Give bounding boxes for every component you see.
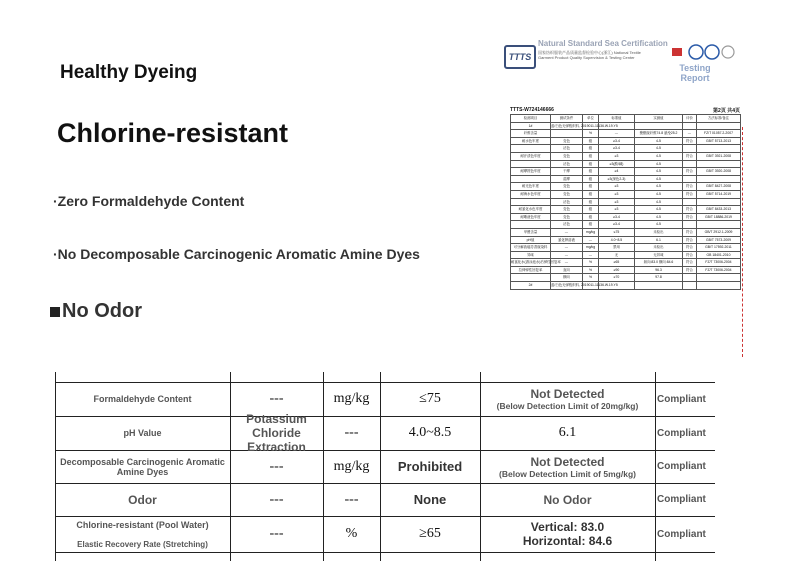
row-item xyxy=(57,382,228,416)
mini-cell: ≥70 xyxy=(599,274,635,282)
row-unit xyxy=(323,382,380,416)
mini-cell xyxy=(511,160,551,168)
mini-cell: 蓝/白色无弹梭织料, 2019011-11136.W.19.Y5 xyxy=(551,282,583,290)
mini-cell: 聚酰胺纤维74.8 氨纶25.2 xyxy=(635,130,683,138)
row-evaluation xyxy=(657,516,757,552)
row-result xyxy=(480,483,655,516)
mini-row xyxy=(511,282,741,290)
mini-cell xyxy=(511,198,551,206)
mini-cell: 符合 xyxy=(683,228,697,236)
result-main: No Odor xyxy=(543,492,592,507)
row-item xyxy=(57,483,228,516)
mini-cell: 符合 xyxy=(683,236,697,244)
logo-title: Natural Standard Sea Certification xyxy=(538,39,668,48)
mini-cell xyxy=(697,282,741,290)
row-standard xyxy=(380,416,480,450)
mini-cell: ≥3-4 xyxy=(599,137,635,145)
mini-row xyxy=(511,266,741,274)
mini-cell: GB/T 17592-2011 xyxy=(697,244,741,252)
mini-cell: 1# xyxy=(511,122,551,130)
mini-cell: --- xyxy=(583,236,599,244)
mini-cell: 实测值 xyxy=(635,115,683,123)
mini-cell: 级 xyxy=(583,168,599,176)
test-report-thumbnail xyxy=(510,107,740,365)
mini-cell: 4-5 xyxy=(635,198,683,206)
mini-cell: --- xyxy=(551,228,583,236)
mini-cell: 2# xyxy=(511,282,551,290)
mini-cell: 4-5 xyxy=(635,168,683,176)
condition-value: --- xyxy=(269,391,284,406)
mini-report-header xyxy=(510,107,740,114)
mini-cell: 符合 xyxy=(683,244,697,252)
mini-row xyxy=(511,183,741,191)
mini-cell: 耐光色牢度 xyxy=(511,183,551,191)
mini-cell: 湿摩 xyxy=(551,175,583,183)
mini-cell xyxy=(697,198,741,206)
row-standard xyxy=(380,450,480,483)
item-label: Decomposable Carcinogenic Aromatic Amine Dyes xyxy=(60,456,225,477)
mini-cell: FZ/T 73006-2004 xyxy=(697,259,741,267)
mini-cell: 级 xyxy=(583,183,599,191)
mini-cell xyxy=(683,122,697,130)
standard-value: 4.0~8.5 xyxy=(408,425,452,440)
row-item xyxy=(57,450,228,483)
mini-cell: FZ/T 73006-2004 xyxy=(697,266,741,274)
mini-cell xyxy=(551,130,583,138)
mini-cell: 符合 xyxy=(683,259,697,267)
row-condition xyxy=(232,450,321,483)
bullet-zero-formaldehyde: ·Zero Formaldehyde Content xyxy=(53,193,245,209)
table-column-divider xyxy=(55,372,56,561)
condition-value: --- xyxy=(269,458,284,474)
mini-cell: 级 xyxy=(583,198,599,206)
result-main: Not Detected xyxy=(530,387,605,401)
mini-cell: GB/T 3920-2008 xyxy=(697,168,741,176)
table-column-divider xyxy=(655,372,656,561)
mini-cell: 耐氯化水(游泳池水)后弹性回复率 xyxy=(511,259,551,267)
mini-cell xyxy=(683,175,697,183)
mini-cell: 单位 xyxy=(583,115,599,123)
mini-cell: 耐摩擦色牢度 xyxy=(511,168,551,176)
row-unit xyxy=(323,516,380,552)
mini-cell: 96.3 xyxy=(635,266,683,274)
mini-cell: 纵向:83.0 横向:84.6 xyxy=(635,259,683,267)
item-label: Chlorine-resistant (Pool Water) xyxy=(76,519,209,530)
mini-cell: 沾色 xyxy=(551,198,583,206)
logo-subtitle: 国家纺织服装产品质量监督检验中心(浙江) National Textile Garment Product Quality Supervision & Testing Center xyxy=(538,50,641,60)
mini-cell: 无 xyxy=(599,251,635,259)
mini-row xyxy=(511,221,741,229)
row-result xyxy=(480,450,655,483)
bullet-no-amine-dyes: ·No Decomposable Carcinogenic Aromatic Amine Dyes xyxy=(53,246,420,262)
mini-cell: % xyxy=(583,266,599,274)
result-sub: Horizontal: 84.6 xyxy=(522,534,613,548)
mini-cell xyxy=(697,145,741,153)
mini-cell: ≥3 xyxy=(599,152,635,160)
mini-cell: FZ/T 01057.2-2007 xyxy=(697,130,741,138)
mini-cell: 干摩 xyxy=(551,168,583,176)
mini-cell: 符合 xyxy=(683,168,697,176)
mini-cell: 符合 xyxy=(683,152,697,160)
item-label: pH Value xyxy=(123,428,162,438)
mini-row xyxy=(511,137,741,145)
mini-cell xyxy=(697,160,741,168)
mini-cell: % xyxy=(583,259,599,267)
mini-cell xyxy=(683,221,697,229)
evaluation-value: Compliant xyxy=(657,461,706,472)
result-main: Not Detected xyxy=(530,454,605,469)
bullet-no-odor xyxy=(50,300,142,323)
mini-cell: 可分解致癌芳香胺染料 xyxy=(511,244,551,252)
mini-cell: GB/T 3921-2008 xyxy=(697,152,741,160)
mini-cell: 方法标准/备注 xyxy=(697,115,741,123)
mini-cell: ≥4 xyxy=(599,168,635,176)
certification-marks-icon xyxy=(670,42,750,60)
mini-cell: 6.1 xyxy=(635,236,683,244)
mini-cell: 级 xyxy=(583,175,599,183)
result-sub: (Below Detection Limit of 20mg/kg) xyxy=(496,401,639,411)
mini-cell: --- xyxy=(551,244,583,252)
report-page: 第2页 共4页 xyxy=(713,108,740,114)
mini-cell xyxy=(697,122,741,130)
mini-cell: 4-5 xyxy=(635,160,683,168)
mini-cell: 沾色 xyxy=(551,160,583,168)
mini-cell: GB/T 2912.1-2009 xyxy=(697,228,741,236)
mini-cell: 级 xyxy=(583,152,599,160)
mini-cell: GB/T 5714-2019 xyxy=(697,190,741,198)
evaluation-value: Compliant xyxy=(657,393,706,405)
mini-cell: 耐氯化水色牢度 xyxy=(511,206,551,214)
mini-cell: --- xyxy=(683,130,697,138)
mini-row xyxy=(511,236,741,244)
row-item xyxy=(57,416,228,450)
mini-cell: 4.0~8.5 xyxy=(599,236,635,244)
mini-cell xyxy=(683,160,697,168)
testing-report-label: Testing Report xyxy=(679,63,711,83)
mini-cell: --- xyxy=(583,251,599,259)
mini-cell: 4-5 xyxy=(635,145,683,153)
mini-cell: --- xyxy=(551,259,583,267)
mini-cell: ≥3(酸/碱) xyxy=(599,160,635,168)
mini-cell: 耐海水色牢度 xyxy=(511,190,551,198)
heading-healthy-dyeing: Healthy Dyeing xyxy=(60,62,198,83)
mini-row xyxy=(511,198,741,206)
standard-value: ≤75 xyxy=(419,391,441,406)
row-result xyxy=(480,416,655,450)
mini-cell: 禁用 xyxy=(599,244,635,252)
mini-cell: ≥3(深色2-3) xyxy=(599,175,635,183)
row-result xyxy=(480,516,655,552)
mini-cell xyxy=(697,221,741,229)
square-bullet-icon xyxy=(50,307,60,317)
ttts-logo: TTTS xyxy=(504,45,536,69)
mini-cell: 4-5 xyxy=(635,206,683,214)
mini-row xyxy=(511,122,741,130)
mini-cell: 变色 xyxy=(551,137,583,145)
mini-row xyxy=(511,213,741,221)
mini-cell: 4-5 xyxy=(635,221,683,229)
mini-cell: ≥3-4 xyxy=(599,221,635,229)
result-main: Vertical: 83.0 xyxy=(530,520,605,534)
result-sub: (Below Detection Limit of 5mg/kg) xyxy=(499,468,636,479)
mini-cell: ≥3 xyxy=(599,206,635,214)
mini-cell: 符合 xyxy=(683,251,697,259)
mini-row xyxy=(511,228,741,236)
mini-cell xyxy=(511,175,551,183)
mini-cell: mg/kg xyxy=(583,228,599,236)
mini-cell: 级 xyxy=(583,213,599,221)
mini-cell: 级 xyxy=(583,160,599,168)
item-sublabel: Elastic Recovery Rate (Stretching) xyxy=(77,539,208,549)
mini-cell xyxy=(697,175,741,183)
mini-cell xyxy=(683,274,697,282)
row-condition xyxy=(232,382,321,416)
mini-cell: ≥3 xyxy=(599,183,635,191)
mini-row xyxy=(511,168,741,176)
mini-cell xyxy=(683,282,697,290)
unit-value: --- xyxy=(344,425,359,440)
unit-value: mg/kg xyxy=(333,391,370,406)
mini-cell: % xyxy=(583,274,599,282)
mini-cell: 级 xyxy=(583,137,599,145)
mini-cell: 符合 xyxy=(683,206,697,214)
mini-cell: 氯化钾溶液 xyxy=(551,236,583,244)
mini-cell: 4-5 xyxy=(635,175,683,183)
mini-row xyxy=(511,152,741,160)
mini-cell: 变色 xyxy=(551,213,583,221)
heading-chlorine-resistant: Chlorine-resistant xyxy=(57,118,289,148)
mini-cell: mg/kg xyxy=(583,244,599,252)
mini-cell: 符合 xyxy=(683,213,697,221)
mini-row xyxy=(511,251,741,259)
mini-cell xyxy=(683,145,697,153)
mini-cell: 级 xyxy=(583,221,599,229)
mini-cell: 横向 xyxy=(551,274,583,282)
mini-cell: 符合 xyxy=(683,183,697,191)
mini-cell: 耐水色牢度 xyxy=(511,137,551,145)
mini-cell: GB/T 7573-2009 xyxy=(697,236,741,244)
mini-cell: 4-5 xyxy=(635,190,683,198)
mini-cell: GB/T 18886-2019 xyxy=(697,213,741,221)
condition-value: --- xyxy=(269,526,284,541)
mini-row xyxy=(511,274,741,282)
mini-cell: 无异味 xyxy=(635,251,683,259)
mini-cell: 沾色 xyxy=(551,221,583,229)
mini-cell: 变色 xyxy=(551,183,583,191)
mini-row xyxy=(511,160,741,168)
mini-cell xyxy=(635,122,683,130)
test-results-table xyxy=(55,372,715,561)
unit-value: mg/kg xyxy=(333,458,370,474)
mini-row xyxy=(511,175,741,183)
mini-cell: 沾色 xyxy=(551,145,583,153)
mini-cell: 耐唾液色牢度 xyxy=(511,213,551,221)
evaluation-value: Compliant xyxy=(657,494,706,505)
mini-cell: 评价 xyxy=(683,115,697,123)
mini-cell: --- xyxy=(551,251,583,259)
condition-value: --- xyxy=(269,491,284,507)
row-result xyxy=(480,382,655,416)
unit-value: --- xyxy=(344,491,359,507)
mini-cell: 4-5 xyxy=(635,183,683,191)
mini-report-table xyxy=(510,114,741,290)
mini-cell: 级 xyxy=(583,206,599,214)
mini-cell: 未检出 xyxy=(635,228,683,236)
row-condition xyxy=(232,516,321,552)
mini-cell: GB/T 8433-2013 xyxy=(697,206,741,214)
item-label: Odor xyxy=(128,492,157,507)
mini-cell: GB/T 8427-2008 xyxy=(697,183,741,191)
mini-row xyxy=(511,244,741,252)
mini-cell: 直向 xyxy=(551,266,583,274)
mini-cell: 未检出 xyxy=(635,244,683,252)
mini-row xyxy=(511,190,741,198)
row-standard xyxy=(380,516,480,552)
mini-cell: 变色 xyxy=(551,206,583,214)
row-condition xyxy=(232,412,321,454)
mini-cell: % xyxy=(583,130,599,138)
mini-cell: 97.8 xyxy=(635,274,683,282)
mini-cell: ≥3 xyxy=(599,190,635,198)
mini-cell: 甲醛含量 xyxy=(511,228,551,236)
mini-cell: 级 xyxy=(583,145,599,153)
mini-header-row xyxy=(511,115,741,123)
row-item xyxy=(57,516,228,552)
mini-cell: 蓝/白色无弹梭织料, 2019011-11136.W.19.Y5 xyxy=(551,122,583,130)
mini-cell: 符合 xyxy=(683,190,697,198)
mini-cell: 符合 xyxy=(683,137,697,145)
evaluation-value: Compliant xyxy=(657,528,706,540)
mini-cell: 4-5 xyxy=(635,213,683,221)
row-unit xyxy=(323,483,380,516)
mini-cell xyxy=(635,282,683,290)
report-number: TTTS-W724146666 xyxy=(510,107,554,113)
row-evaluation xyxy=(657,450,757,483)
mini-cell: ≤75 xyxy=(599,228,635,236)
mini-cell: 级 xyxy=(583,190,599,198)
table-column-divider xyxy=(230,372,231,561)
condition-value: Potassium Chloride Extraction xyxy=(246,412,307,454)
mini-row xyxy=(511,145,741,153)
mini-cell: ≥3-4 xyxy=(599,213,635,221)
mini-cell: GB/T 5713-2013 xyxy=(697,137,741,145)
row-evaluation xyxy=(657,382,757,416)
row-unit xyxy=(323,416,380,450)
mini-cell: 异味 xyxy=(511,251,551,259)
mini-row xyxy=(511,130,741,138)
mini-row xyxy=(511,206,741,214)
mini-row xyxy=(511,259,741,267)
mini-cell: 拉伸弹性回复率 xyxy=(511,266,551,274)
mini-cell: --- xyxy=(599,130,635,138)
no-odor-label: No Odor xyxy=(62,300,142,322)
row-evaluation xyxy=(657,483,757,516)
mini-cell: GB 18401-2010 xyxy=(697,251,741,259)
mini-cell: 符合 xyxy=(683,266,697,274)
mini-cell: 变色 xyxy=(551,152,583,160)
table-row-divider xyxy=(55,552,715,553)
mini-cell: 4-5 xyxy=(635,137,683,145)
row-evaluation xyxy=(657,416,757,450)
row-standard xyxy=(380,483,480,516)
mini-cell xyxy=(511,145,551,153)
mini-cell xyxy=(683,198,697,206)
standard-value: None xyxy=(413,492,447,507)
mini-cell xyxy=(511,274,551,282)
mini-cell: 耐汗渍色牢度 xyxy=(511,152,551,160)
mini-cell: pH值 xyxy=(511,236,551,244)
mini-cell: 4-5 xyxy=(635,152,683,160)
mini-cell: ≥90 xyxy=(599,266,635,274)
mini-cell: ≥65 xyxy=(599,259,635,267)
item-label: Formaldehyde Content xyxy=(93,394,192,404)
evaluation-value: Compliant xyxy=(657,427,706,439)
mini-cell xyxy=(697,274,741,282)
standard-value: Prohibited xyxy=(397,459,463,474)
mini-cell: 变色 xyxy=(551,190,583,198)
row-standard xyxy=(380,382,480,416)
mini-cell: ≥3 xyxy=(599,198,635,206)
standard-value: ≥65 xyxy=(419,526,441,541)
unit-value: % xyxy=(345,526,358,541)
mini-cell: 测试条件 xyxy=(551,115,583,123)
row-unit xyxy=(323,450,380,483)
row-condition xyxy=(232,483,321,516)
mini-cell: 检测项目 xyxy=(511,115,551,123)
mini-cell: ≥3-4 xyxy=(599,145,635,153)
mini-cell: 标准值 xyxy=(599,115,635,123)
mini-cell xyxy=(511,221,551,229)
mini-cell: 纤维含量 xyxy=(511,130,551,138)
result-main: 6.1 xyxy=(558,425,577,440)
red-dashed-mark xyxy=(742,127,749,357)
